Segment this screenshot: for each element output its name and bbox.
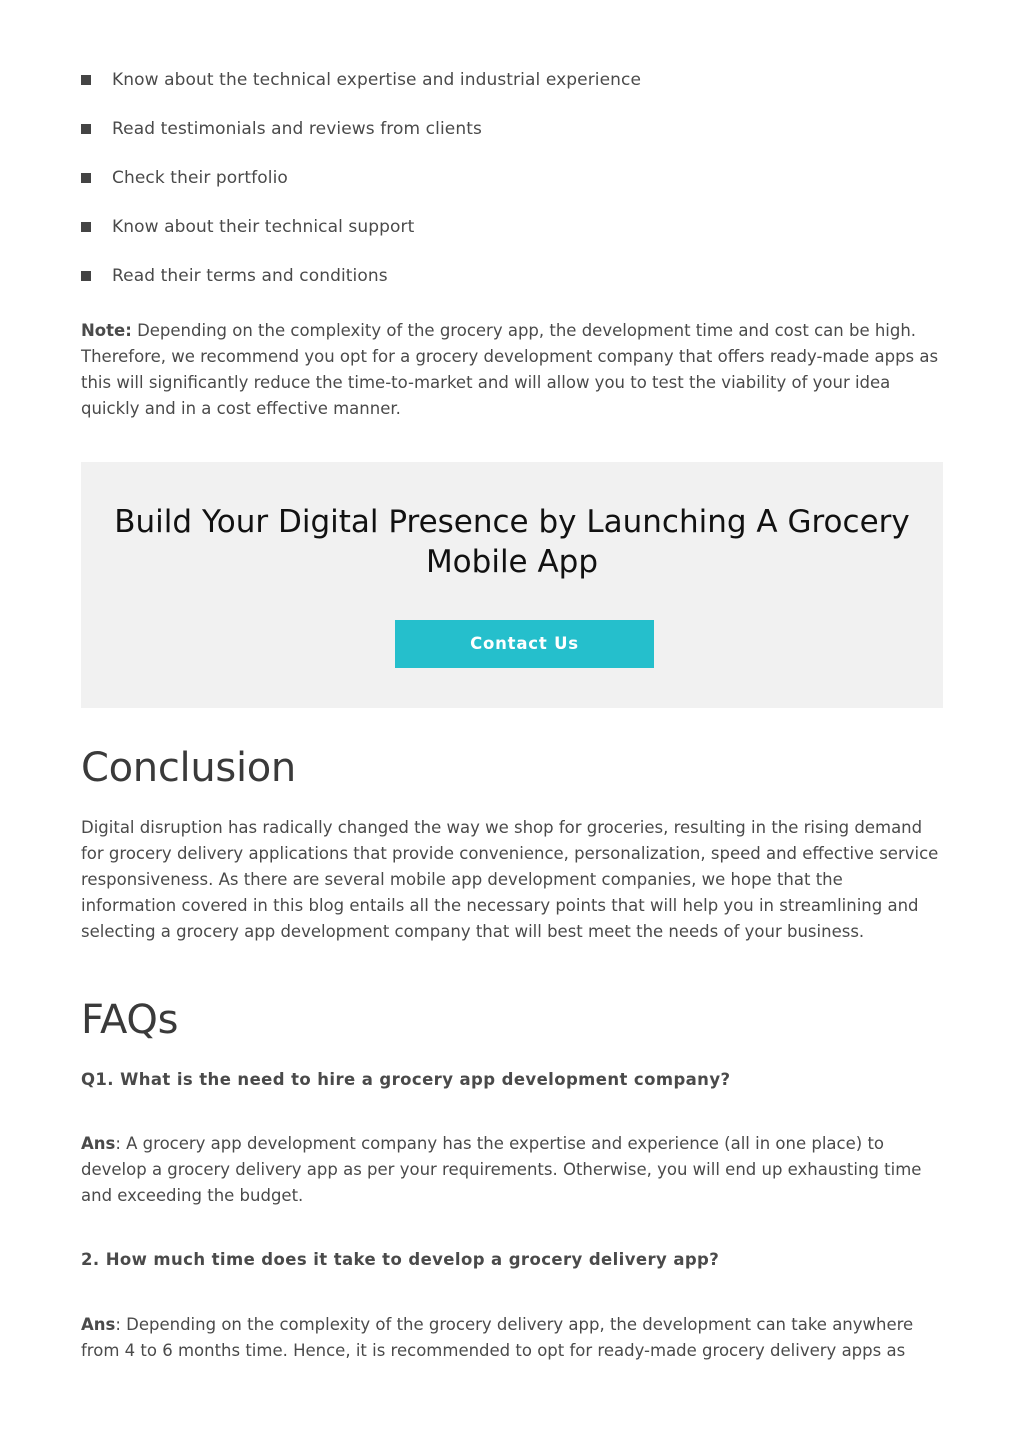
conclusion-heading: Conclusion [81, 745, 296, 791]
faq-question: 2. How much time does it take to develop a grocery delivery app? [81, 1250, 720, 1269]
faq-answer [81, 1312, 943, 1364]
cta-banner [81, 462, 943, 708]
faq-answer-text: : A grocery app development company has the expertise and experience (all in one place) to develop a grocery delivery app as per your requirements. Otherwise, you will end up exhausting time and exceeding the budget. [81, 1134, 922, 1205]
checklist-item [81, 262, 943, 311]
checklist-item-text: Know about the technical expertise and industrial experience [112, 70, 642, 90]
cta-heading: Build Your Digital Presence by Launching A Grocery Mobile App [114, 504, 910, 580]
checklist-item [81, 115, 943, 164]
checklist-item-text: Check their portfolio [112, 168, 288, 188]
note-text: Depending on the complexity of the grocery app, the development time and cost can be high. Therefore, we recommend you opt for a grocery development company that offers ready-made apps as this will significantly reduce the time-to-market and will allow you to test the viability of your idea quickly and in a cost effective manner. [81, 321, 939, 418]
conclusion-paragraph: Digital disruption has radically changed the way we shop for groceries, resulting in the rising demand for grocery delivery applications that provide convenience, personalization, speed and effective service responsiveness. As there are several mobile app development companies, we hope that the information covered in this blog entails all the necessary points that will help you in streamlining and selecting a grocery app development company that will best meet the needs of your business. [81, 818, 939, 941]
faq-question: Q1. What is the need to hire a grocery app development company? [81, 1070, 731, 1089]
checklist-item [81, 164, 943, 213]
faqs-heading: FAQs [81, 997, 179, 1043]
square-bullet-icon [81, 222, 91, 232]
faq-answer-label: Ans [81, 1134, 116, 1153]
note-paragraph [81, 318, 943, 422]
faq-answer-label: Ans [81, 1315, 116, 1334]
faq-answer-text: : Depending on the complexity of the grocery delivery app, the development can take anywhere from 4 to 6 months time. Hence, it is recommended to opt for ready-made grocery delivery apps as [81, 1315, 914, 1360]
square-bullet-icon [81, 124, 91, 134]
hiring-checklist [81, 66, 943, 311]
checklist-item [81, 66, 943, 115]
checklist-item-text: Read testimonials and reviews from clients [112, 119, 482, 139]
note-label: Note: [81, 321, 132, 340]
checklist-item-text: Read their terms and conditions [112, 266, 388, 286]
contact-us-button[interactable]: Contact Us [395, 620, 654, 668]
checklist-item-text: Know about their technical support [112, 217, 415, 237]
square-bullet-icon [81, 75, 91, 85]
square-bullet-icon [81, 271, 91, 281]
checklist-item [81, 213, 943, 262]
square-bullet-icon [81, 173, 91, 183]
faq-answer [81, 1131, 943, 1209]
